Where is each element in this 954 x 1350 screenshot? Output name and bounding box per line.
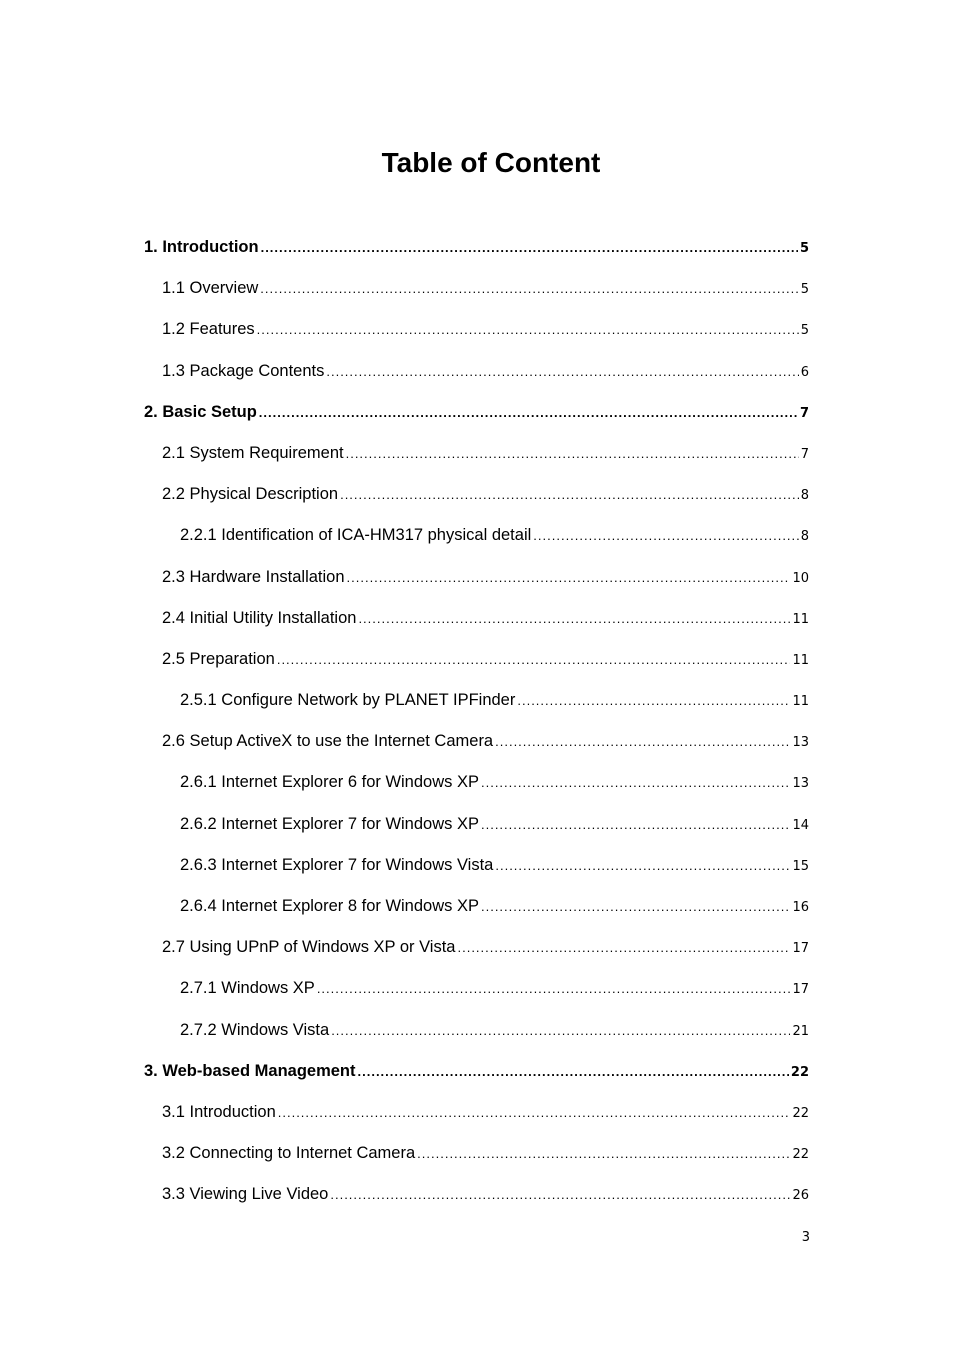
toc-entry-title: 1. Introduction bbox=[144, 238, 259, 256]
toc-entry-title: 2.6 Setup ActiveX to use the Internet Camera bbox=[162, 732, 494, 751]
toc-dot-leader bbox=[330, 1177, 790, 1213]
toc-entry[interactable] bbox=[144, 970, 809, 1011]
toc-entry[interactable] bbox=[144, 394, 809, 435]
toc-entry-title: 1.3 Package Contents bbox=[162, 361, 325, 380]
toc-entry[interactable] bbox=[144, 1135, 809, 1176]
toc-entry-title: 2.5 Preparation bbox=[162, 649, 275, 668]
toc-entry-page: 26 bbox=[792, 1188, 809, 1204]
toc-entry-page: 13 bbox=[792, 735, 809, 751]
toc-entry-title: 3.2 Connecting to Internet Camera bbox=[162, 1144, 416, 1163]
page-title: Table of Content bbox=[381, 146, 601, 178]
toc-entry-page: 16 bbox=[792, 900, 809, 915]
toc-entry-page: 7 bbox=[799, 405, 809, 421]
toc-dot-leader bbox=[481, 807, 790, 843]
toc-entry-title: 1.2 Features bbox=[162, 320, 255, 339]
toc-entry-page: 17 bbox=[792, 941, 809, 957]
toc-entry[interactable] bbox=[144, 600, 809, 641]
toc-entry-page: 13 bbox=[792, 776, 809, 792]
toc-entry[interactable] bbox=[144, 229, 809, 270]
toc-dot-leader bbox=[317, 971, 791, 1007]
toc-dot-leader bbox=[260, 271, 798, 307]
toc-entry-page: 21 bbox=[792, 1023, 809, 1039]
toc-entry-page: 5 bbox=[799, 241, 809, 256]
toc-entry-page: 22 bbox=[790, 1064, 809, 1080]
toc-entry[interactable] bbox=[144, 806, 809, 847]
toc-dot-leader bbox=[259, 395, 798, 431]
toc-entry-title: 2.6.2 Internet Explorer 7 for Windows XP bbox=[180, 814, 479, 833]
toc-entry-title: 2.3 Hardware Installation bbox=[162, 567, 345, 586]
toc-dot-leader bbox=[347, 560, 791, 596]
toc-entry-page: 14 bbox=[792, 817, 809, 833]
toc-dot-leader bbox=[278, 1095, 791, 1131]
toc-dot-leader bbox=[261, 230, 798, 266]
toc-dot-leader bbox=[326, 354, 798, 390]
toc-entry-page: 17 bbox=[792, 982, 809, 998]
toc-entry-page: 22 bbox=[792, 1147, 809, 1163]
toc-dot-leader bbox=[417, 1136, 790, 1172]
toc-entry[interactable] bbox=[144, 641, 809, 682]
toc-entry-page: 11 bbox=[792, 694, 809, 710]
toc-entry-title: 2.2.1 Identification of ICA-HM317 physical detail bbox=[180, 526, 532, 545]
toc-entry[interactable] bbox=[144, 1012, 809, 1053]
toc-entry[interactable] bbox=[144, 1094, 809, 1135]
toc-entry-title: 2. Basic Setup bbox=[144, 402, 257, 421]
toc-entry-page: 6 bbox=[800, 364, 809, 380]
toc-entry-page: 7 bbox=[800, 446, 809, 462]
toc-entry[interactable] bbox=[144, 476, 809, 517]
toc-entry[interactable] bbox=[144, 929, 809, 970]
toc-dot-leader bbox=[481, 889, 790, 925]
toc-dot-leader bbox=[340, 477, 799, 513]
toc-entry[interactable] bbox=[144, 311, 809, 352]
toc-entry[interactable] bbox=[144, 435, 809, 476]
toc-entry-page: 8 bbox=[800, 529, 809, 545]
toc-entry[interactable] bbox=[144, 270, 809, 311]
toc-dot-leader bbox=[533, 518, 798, 554]
toc-dot-leader bbox=[331, 1013, 790, 1049]
toc-entry[interactable] bbox=[144, 682, 809, 723]
toc-entry-title: 2.7.2 Windows Vista bbox=[180, 1020, 330, 1039]
table-of-contents bbox=[144, 229, 809, 1218]
toc-entry-title: 2.4 Initial Utility Installation bbox=[162, 608, 357, 627]
toc-entry-title: 1.1 Overview bbox=[162, 279, 259, 298]
toc-dot-leader bbox=[481, 765, 790, 801]
toc-entry-title: 3.3 Viewing Live Video bbox=[162, 1185, 329, 1204]
toc-dot-leader bbox=[495, 848, 790, 884]
toc-dot-leader bbox=[346, 436, 799, 472]
toc-entry-page: 22 bbox=[792, 1105, 809, 1121]
toc-entry-page: 11 bbox=[792, 611, 809, 627]
toc-entry[interactable] bbox=[144, 517, 809, 558]
toc-entry[interactable] bbox=[144, 1176, 809, 1217]
toc-entry-title: 2.6.4 Internet Explorer 8 for Windows XP bbox=[180, 897, 479, 915]
toc-entry-title: 3. Web-based Management bbox=[144, 1061, 356, 1080]
toc-entry-title: 2.6.1 Internet Explorer 6 for Windows XP bbox=[180, 773, 479, 792]
toc-entry[interactable] bbox=[144, 559, 809, 600]
toc-entry[interactable] bbox=[144, 847, 809, 888]
toc-entry[interactable] bbox=[144, 1053, 809, 1094]
toc-entry-page: 5 bbox=[800, 323, 809, 339]
toc-dot-leader bbox=[457, 930, 790, 966]
toc-dot-leader bbox=[358, 601, 790, 637]
toc-entry-title: 2.2 Physical Description bbox=[162, 485, 339, 504]
toc-entry-title: 2.7.1 Windows XP bbox=[180, 979, 315, 998]
toc-entry-title: 2.5.1 Configure Network by PLANET IPFinder bbox=[180, 691, 516, 710]
toc-dot-leader bbox=[517, 683, 790, 719]
toc-entry-title: 2.6.3 Internet Explorer 7 for Windows Vista bbox=[180, 855, 494, 874]
toc-entry-page: 5 bbox=[800, 282, 809, 298]
page-number: 3 bbox=[801, 1230, 810, 1245]
toc-dot-leader bbox=[358, 1054, 789, 1090]
toc-entry[interactable] bbox=[144, 888, 809, 929]
toc-entry-title: 3.1 Introduction bbox=[162, 1102, 276, 1121]
toc-entry-page: 10 bbox=[792, 570, 809, 586]
toc-entry-page: 11 bbox=[792, 652, 809, 668]
toc-entry[interactable] bbox=[144, 764, 809, 805]
toc-entry[interactable] bbox=[144, 723, 809, 764]
toc-entry[interactable] bbox=[144, 353, 809, 394]
toc-dot-leader bbox=[257, 312, 799, 348]
toc-dot-leader bbox=[277, 642, 791, 678]
toc-entry-page: 15 bbox=[792, 858, 809, 874]
toc-entry-title: 2.7 Using UPnP of Windows XP or Vista bbox=[162, 938, 456, 957]
toc-entry-title: 2.1 System Requirement bbox=[162, 443, 344, 462]
toc-entry-page: 8 bbox=[800, 488, 809, 504]
toc-dot-leader bbox=[495, 724, 790, 760]
